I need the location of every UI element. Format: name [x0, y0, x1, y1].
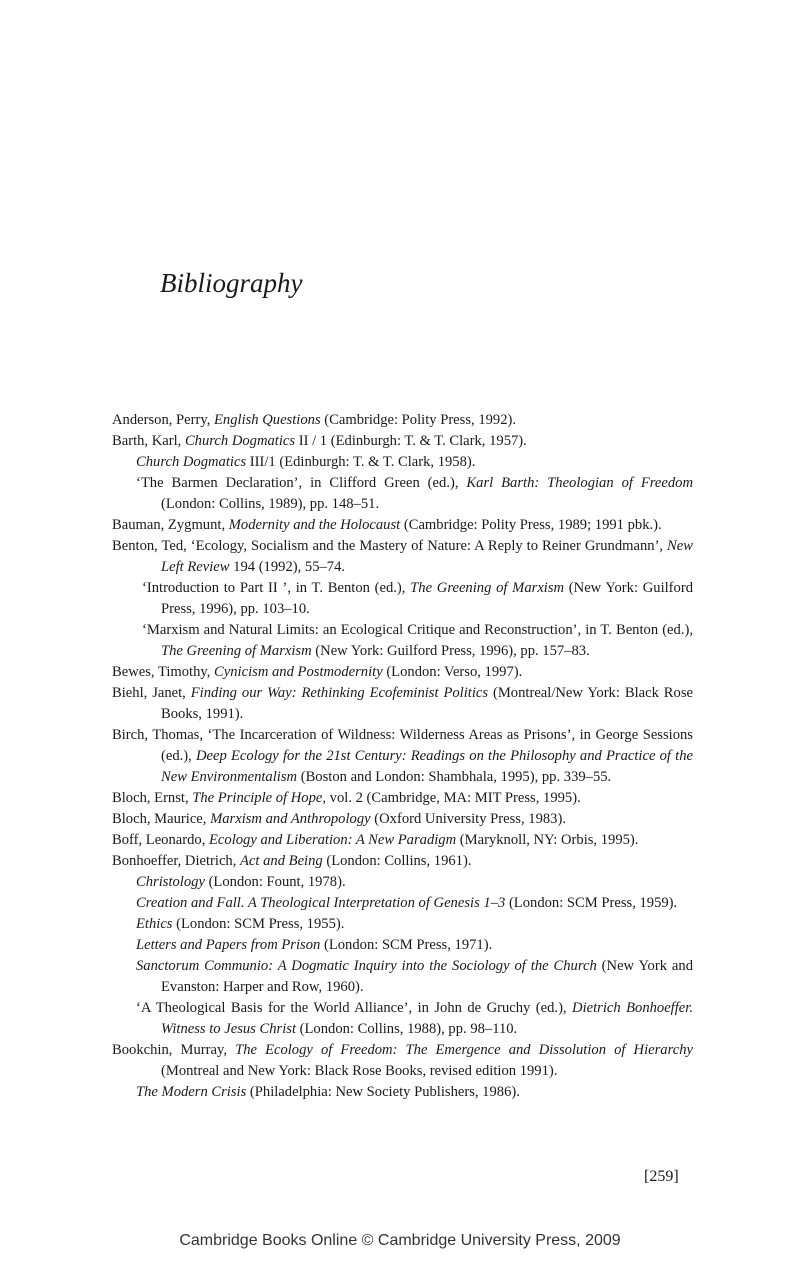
bibliography-entry: Boff, Leonardo, Ecology and Liberation: A New Paradigm (Maryknoll, NY: Orbis, 1995).	[112, 832, 639, 848]
bibliography-entry: The Modern Crisis (Philadelphia: New Society Publishers, 1986).	[136, 1084, 520, 1100]
copyright-footer: Cambridge Books Online © Cambridge University Press, 2009	[179, 1232, 621, 1249]
bibliography-entry: ‘Introduction to Part II ’, in T. Benton (ed.), The Greening of Marxism (New York: Guilford Press, 1996), pp. 103–10.	[142, 580, 693, 617]
bibliography-entry: Sanctorum Communio: A Dogmatic Inquiry into the Sociology of the Church (New York and Evanston: Harper and Row, 1960).	[136, 958, 694, 995]
bibliography-entry: Bauman, Zygmunt, Modernity and the Holocaust (Cambridge: Polity Press, 1989; 1991 pbk.).	[112, 517, 662, 533]
bibliography-entry: Barth, Karl, Church Dogmatics II / 1 (Edinburgh: T. & T. Clark, 1957).	[112, 433, 527, 449]
bibliography-entry: Bloch, Maurice, Marxism and Anthropology (Oxford University Press, 1983).	[112, 811, 566, 827]
bibliography-entry: Ethics (London: SCM Press, 1955).	[136, 916, 345, 932]
bibliography-entry: Letters and Papers from Prison (London: SCM Press, 1971).	[136, 937, 493, 953]
bibliography-entry: Biehl, Janet, Finding our Way: Rethinking Ecofeminist Politics (Montreal/New York: Black Rose Books, 1991).	[112, 685, 693, 722]
bibliography-entry: ‘Marxism and Natural Limits: an Ecological Critique and Reconstruction’, in T. Benton (ed.), The Greening of Marxism (New York: Guilford Press, 1996), pp. 157–83.	[142, 622, 693, 659]
bibliography-entry: Benton, Ted, ‘Ecology, Socialism and the Mastery of Nature: A Reply to Reiner Grundmann’, New Left Review 194 (1992), 55–74.	[112, 538, 693, 575]
bibliography-entry: Bookchin, Murray, The Ecology of Freedom: The Emergence and Dissolution of Hierarchy (Montreal and New York: Black Rose Books, revised edition 1991).	[112, 1042, 693, 1079]
bibliography-list	[112, 410, 693, 1103]
bibliography-entry: Bloch, Ernst, The Principle of Hope, vol. 2 (Cambridge, MA: MIT Press, 1995).	[112, 790, 581, 806]
bibliography-entry: Birch, Thomas, ‘The Incarceration of Wildness: Wilderness Areas as Prisons’, in George Sessions (ed.), Deep Ecology for the 21st Century: Readings on the Philosophy and Practice of the New Environmentalism (Boston and London: Shambhala, 1995), pp. 339–55.	[112, 727, 693, 785]
bibliography-entry: Christology (London: Fount, 1978).	[136, 874, 346, 890]
bibliography-entry: Anderson, Perry, English Questions (Cambridge: Polity Press, 1992).	[112, 412, 517, 428]
page-title: Bibliography	[160, 268, 303, 298]
bibliography-entry: Bonhoeffer, Dietrich, Act and Being (London: Collins, 1961).	[112, 853, 472, 869]
bibliography-entry: Bewes, Timothy, Cynicism and Postmodernity (London: Verso, 1997).	[112, 664, 523, 680]
bibliography-entry: Church Dogmatics III/1 (Edinburgh: T. & T. Clark, 1958).	[136, 454, 476, 470]
bibliography-entry: Creation and Fall. A Theological Interpretation of Genesis 1–3 (London: SCM Press, 1959).	[136, 895, 678, 911]
bibliography-entry: ‘The Barmen Declaration’, in Clifford Green (ed.), Karl Barth: Theologian of Freedom (London: Collins, 1989), pp. 148–51.	[136, 475, 694, 512]
page-number: [259]	[644, 1168, 679, 1185]
bibliography-entry: ‘A Theological Basis for the World Alliance’, in John de Gruchy (ed.), Dietrich Bonhoeffer. Witness to Jesus Christ (London: Collins, 1988), pp. 98–110.	[136, 1000, 693, 1037]
